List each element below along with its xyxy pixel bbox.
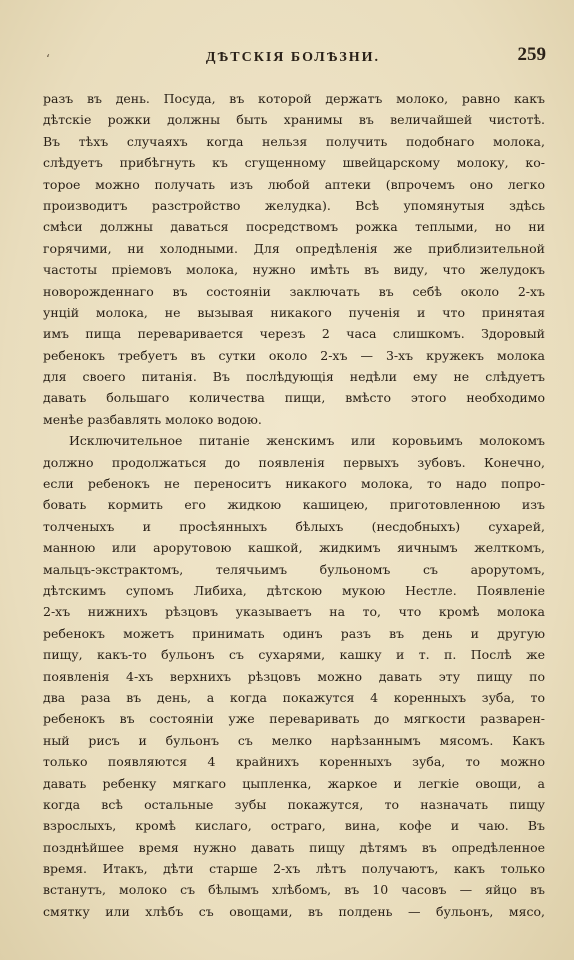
text-line: взрослыхъ, кромѣ кислаго, остраго, вина, кофе и чаю. Въ [43, 818, 545, 834]
text-line: частоты пріемовъ молока, нужно имѣть въ виду, что желудокъ [43, 262, 545, 278]
body-text [43, 88, 545, 922]
paragraph-last-line: менѣе разбавлять молоко водою. [43, 411, 262, 427]
text-line: имъ пища переваривается черезъ 2 часа слишкомъ. Здоровый [43, 326, 545, 342]
text-line: слѣдуетъ прибѣгнуть къ сгущенному швейцарскому молоку, ко- [43, 155, 545, 171]
text-line: разъ въ день. Посуда, въ которой держатъ молоко, равно какъ [43, 91, 545, 106]
text-line: ный рисъ и бульонъ съ мелко нарѣзаннымъ мясомъ. Какъ [43, 732, 545, 748]
margin-mark: ‘ [46, 52, 50, 66]
text-line: ребенокъ требуетъ въ сутки около 2-хъ — 3-хъ кружекъ молока [43, 347, 545, 363]
text-line: дѣтскіе рожки должны быть хранимы въ величайшей чистотѣ. [43, 112, 545, 128]
text-line: мальцъ-экстрактомъ, телячьимъ бульономъ съ арорутомъ, [43, 561, 545, 577]
text-line: смятку или хлѣбъ съ овощами, въ полдень — бульонъ, мясо, [43, 903, 545, 919]
paragraph-first-line: Исключительное питаніе женскимъ или коровьимъ молокомъ [69, 433, 545, 449]
text-line: давать ребенку мягкаго цыпленка, жаркое и легкіе овощи, а [43, 775, 545, 791]
text-line: два раза въ день, а когда покажутся 4 коренныхъ зуба, то [43, 689, 545, 705]
text-line: 2-хъ нижнихъ рѣзцовъ указываетъ на то, что кромѣ молока [43, 604, 545, 620]
text-line: унцій молока, не вызывая никакого пученія и что принятая [43, 304, 545, 320]
text-line: производитъ разстройство желудка). Всѣ упомянутыя здѣсь [43, 197, 545, 213]
text-line: манною или арорутовою кашкой, жидкимъ яичнымъ желткомъ, [43, 540, 545, 556]
text-line: только появляются 4 крайнихъ коренныхъ зуба, то можно [43, 754, 545, 770]
text-line: смѣси должны даваться посредствомъ рожка теплыми, но ни [43, 219, 545, 235]
text-line: время. Итакъ, дѣти старше 2-хъ лѣтъ получаютъ, какъ только [43, 861, 545, 877]
text-line: новорожденнаго въ состояніи заключать въ себѣ около 2-хъ [43, 283, 545, 299]
text-line: должно продолжаться до появленія первыхъ зубовъ. Конечно, [43, 454, 545, 470]
text-line: появленія 4-хъ верхнихъ рѣзцовъ можно давать эту пищу по [43, 668, 545, 684]
text-line: ребенокъ можетъ принимать одинъ разъ въ день и другую [43, 625, 545, 641]
text-line: пищу, какъ-то бульонъ съ сухарями, кашку и т. п. Послѣ же [43, 647, 545, 663]
text-line: горячими, ни холодными. Для опредѣленія же приблизительной [43, 240, 545, 256]
text-line: давать большаго количества пищи, вмѣсто этого необходимо [43, 390, 545, 406]
text-line: торое можно получать изъ любой аптеки (впрочемъ оно легко [43, 176, 545, 192]
text-line: позднѣйшее время нужно давать пищу дѣтямъ въ опредѣленное [43, 839, 545, 855]
text-line: Въ тѣхъ случаяхъ когда нельзя получить подобнаго молока, [43, 133, 545, 149]
running-head: ДѢТСКІЯ БОЛѢЗНИ. [205, 50, 381, 65]
page-number: 259 [517, 44, 546, 65]
text-line: встанутъ, молоко съ бѣлымъ хлѣбомъ, въ 10 часовъ — яйцо въ [43, 882, 545, 898]
text-line: для своего питанія. Въ послѣдующія недѣли ему не слѣдуетъ [43, 369, 545, 385]
text-line: дѣтскимъ супомъ Либиха, дѣтскою мукою Нестле. Появленіе [43, 582, 545, 598]
page-header [40, 44, 546, 70]
text-line: если ребенокъ не переноситъ никакого молока, то надо попро- [43, 476, 545, 492]
text-line: когда всѣ остальные зубы покажутся, то назначать пищу [43, 796, 545, 812]
text-line: ребенокъ въ состояніи уже переваривать до мягкости разварен- [43, 711, 545, 727]
text-line: бовать кормить его жидкою кашицею, приготовленною изъ [43, 497, 545, 513]
text-line: толченыхъ и просѣянныхъ бѣлыхъ (несдобныхъ) сухарей, [43, 518, 545, 534]
